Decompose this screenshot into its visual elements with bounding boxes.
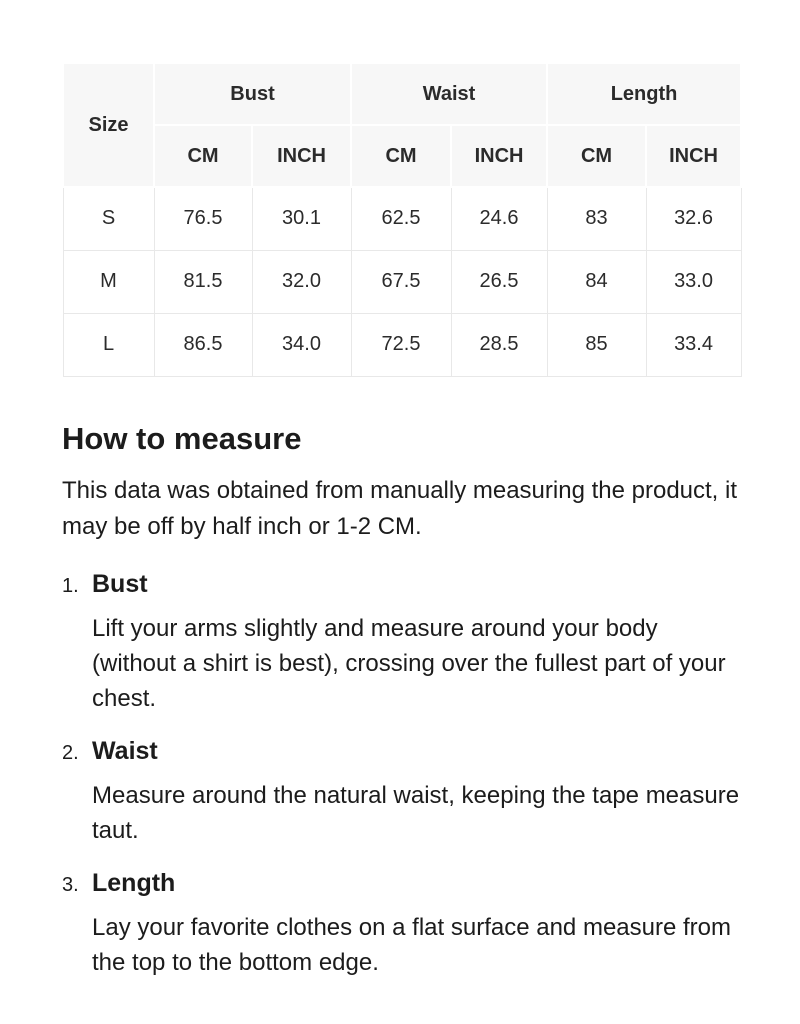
measure-disclaimer-text: This data was obtained from manually measuring the product, it may be off by half inch or 1-2 CM.	[62, 476, 738, 540]
bust-inch-header: INCH	[252, 125, 351, 187]
value-cell: 84	[547, 250, 646, 313]
size-cell: M	[63, 250, 154, 313]
how-to-measure-heading: How to measure	[62, 420, 302, 456]
size-cell: S	[63, 187, 154, 250]
table-row	[63, 187, 741, 250]
table-group-header-row	[63, 63, 741, 125]
size-cell: L	[63, 313, 154, 376]
value-cell: 62.5	[351, 187, 451, 250]
value-cell: 83	[547, 187, 646, 250]
value-cell: 33.0	[646, 250, 741, 313]
value-cell: 34.0	[252, 313, 351, 376]
waist-cm-header: CM	[351, 125, 451, 187]
waist-inch-header: INCH	[451, 125, 547, 187]
value-cell: 72.5	[351, 313, 451, 376]
value-cell: 67.5	[351, 250, 451, 313]
value-cell: 85	[547, 313, 646, 376]
step-title: Length	[92, 868, 176, 897]
table-row	[63, 313, 741, 376]
value-cell: 26.5	[451, 250, 547, 313]
bust-cm-header: CM	[154, 125, 252, 187]
value-cell: 32.0	[252, 250, 351, 313]
value-cell: 76.5	[154, 187, 252, 250]
table-row	[63, 250, 741, 313]
value-cell: 30.1	[252, 187, 351, 250]
length-group-header: Length	[547, 63, 741, 125]
waist-group-header: Waist	[351, 63, 547, 125]
value-cell: 81.5	[154, 250, 252, 313]
value-cell: 32.6	[646, 187, 741, 250]
list-item-length	[62, 868, 742, 980]
step-number: 3.	[62, 873, 79, 896]
list-item-waist	[62, 736, 742, 848]
step-title: Waist	[92, 736, 158, 765]
value-cell: 28.5	[451, 313, 547, 376]
value-cell: 24.6	[451, 187, 547, 250]
step-description: Lift your arms slightly and measure around your body (without a shirt is best), crossing over the fullest part of your chest.	[92, 614, 726, 712]
measure-steps-list	[62, 569, 742, 980]
value-cell: 33.4	[646, 313, 741, 376]
length-cm-header: CM	[547, 125, 646, 187]
size-chart-table	[62, 62, 742, 377]
size-column-header: Size	[63, 63, 154, 187]
bust-group-header: Bust	[154, 63, 351, 125]
step-description: Lay your favorite clothes on a flat surface and measure from the top to the bottom edge.	[92, 913, 731, 976]
table-unit-header-row	[63, 125, 741, 187]
list-item-bust	[62, 569, 742, 716]
step-description: Measure around the natural waist, keeping the tape measure taut.	[92, 781, 740, 844]
step-number: 2.	[62, 741, 79, 764]
length-inch-header: INCH	[646, 125, 741, 187]
value-cell: 86.5	[154, 313, 252, 376]
step-title: Bust	[92, 569, 148, 598]
step-number: 1.	[62, 574, 79, 597]
